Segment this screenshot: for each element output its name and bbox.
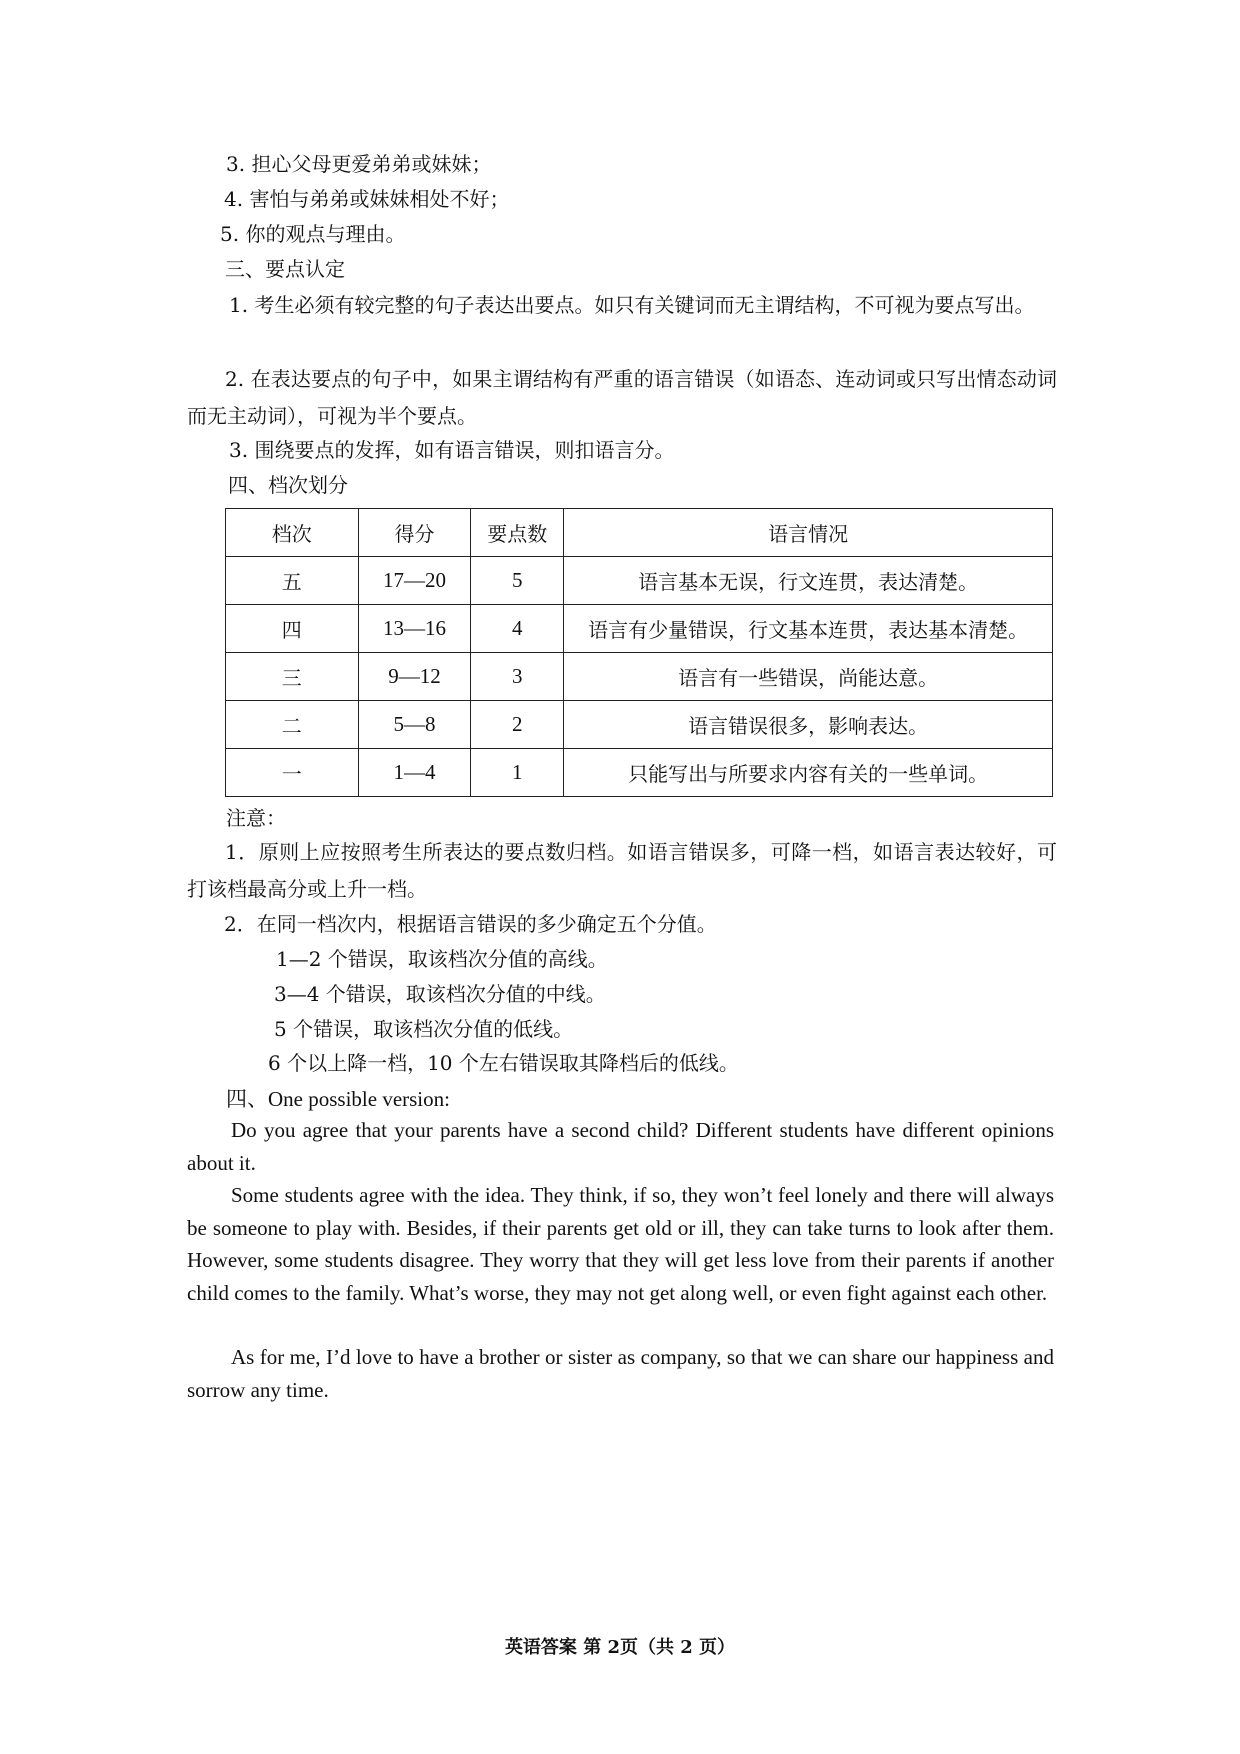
cell-score: 1—4 — [358, 749, 471, 797]
table-header-row — [226, 509, 1053, 557]
cell-score: 13—16 — [358, 605, 471, 653]
cell-level: 二 — [226, 701, 359, 749]
header-language: 语言情况 — [564, 509, 1053, 557]
sample-paragraph-3: As for me, I’d love to have a brother or sister as company, so that we can share our happiness and sorrow any time. — [187, 1345, 1054, 1402]
note-sub-1: 1—2 个错误，取该档次分值的高线。 — [276, 947, 608, 971]
table-row — [226, 653, 1053, 701]
note-sub-4: 6 个以上降一档，10 个左右错误取其降档后的低线。 — [268, 1051, 739, 1075]
point-rule-3: 3. 围绕要点的发挥，如有语言错误，则扣语言分。 — [229, 438, 675, 462]
cell-desc: 语言基本无误，行文连贯，表达清楚。 — [564, 557, 1053, 605]
cell-score: 9—12 — [358, 653, 471, 701]
cell-score: 17—20 — [358, 557, 471, 605]
section-heading-grades: 四、档次划分 — [228, 473, 348, 497]
grade-table — [225, 508, 1053, 797]
note-sub-2: 3—4 个错误，取该档次分值的中线。 — [274, 982, 606, 1006]
table-row — [226, 701, 1053, 749]
cell-points: 3 — [471, 653, 564, 701]
section-heading-points: 三、要点认定 — [225, 257, 345, 281]
cell-points: 5 — [471, 557, 564, 605]
cell-points: 4 — [471, 605, 564, 653]
worry-point-3: 3. 担心父母更爱弟弟或妹妹； — [226, 152, 492, 176]
header-points: 要点数 — [471, 509, 564, 557]
note-item-2: 2．在同一档次内，根据语言错误的多少确定五个分值。 — [224, 912, 717, 936]
worry-point-5: 5. 你的观点与理由。 — [220, 222, 406, 246]
sample-paragraph-1: Do you agree that your parents have a second child? Different students have different opinions about it. — [187, 1118, 1054, 1175]
point-rule-2: 2. 在表达要点的句子中，如果主谓结构有严重的语言错误（如语态、连动词或只写出情态动词而无主动词），可视为半个要点。 — [187, 367, 1057, 428]
note-sub-3: 5 个错误，取该档次分值的低线。 — [274, 1017, 574, 1041]
cell-desc: 语言错误很多，影响表达。 — [564, 701, 1053, 749]
cell-level: 五 — [226, 557, 359, 605]
table-row — [226, 749, 1053, 797]
worry-point-4: 4. 害怕与弟弟或妹妹相处不好； — [224, 187, 510, 211]
cell-points: 2 — [471, 701, 564, 749]
cell-level: 三 — [226, 653, 359, 701]
page-footer: 英语答案 第 2页（共 2 页） — [504, 1637, 736, 1658]
cell-desc: 只能写出与所要求内容有关的一些单词。 — [564, 749, 1053, 797]
header-score: 得分 — [358, 509, 471, 557]
point-rule-1: 1. 考生必须有较完整的句子表达出要点。如只有关键词而无主谓结构，不可视为要点写出。 — [229, 293, 1035, 317]
cell-level: 一 — [226, 749, 359, 797]
table-row — [226, 557, 1053, 605]
cell-desc: 语言有少量错误，行文基本连贯，表达基本清楚。 — [564, 605, 1053, 653]
table-row — [226, 605, 1053, 653]
cell-desc: 语言有一些错误，尚能达意。 — [564, 653, 1053, 701]
sample-heading: 四、One possible version: — [226, 1087, 450, 1111]
cell-score: 5—8 — [358, 701, 471, 749]
cell-points: 1 — [471, 749, 564, 797]
sample-paragraph-2: Some students agree with the idea. They think, if so, they won’t feel lonely and there will always be someone to play with. Besides, if their parents get old or ill, they can take turns to look after them. However, some students disagree. They worry that they will get less love from their parents if another child comes to the family. What’s worse, they may not get along well, or even fight against each other. — [187, 1183, 1054, 1305]
cell-level: 四 — [226, 605, 359, 653]
note-item-1: 1．原则上应按照考生所表达的要点数归档。如语言错误多，可降一档，如语言表达较好，可打该档最高分或上升一档。 — [187, 840, 1057, 901]
notes-title: 注意： — [226, 806, 286, 830]
header-level: 档次 — [226, 509, 359, 557]
